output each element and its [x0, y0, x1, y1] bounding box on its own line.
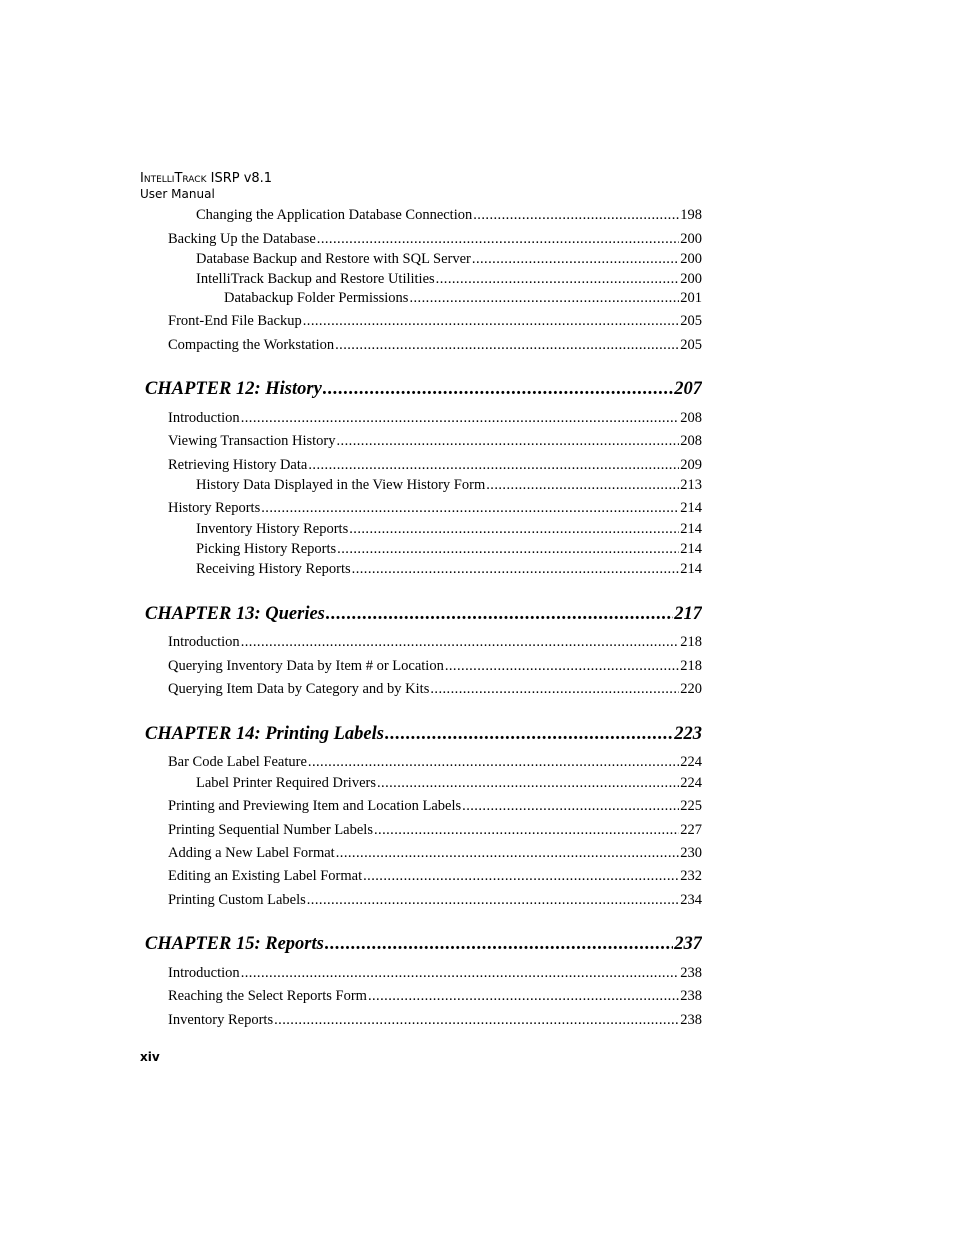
toc-page-number: 198 — [680, 207, 702, 223]
toc-entry[interactable] — [196, 774, 702, 792]
toc-entry-title: Inventory History Reports — [196, 521, 349, 537]
toc-entry-title: Backing Up the Database — [168, 231, 316, 247]
toc-page-number: 238 — [680, 1012, 702, 1028]
toc-entry-title: Label Printer Required Drivers — [196, 775, 376, 791]
toc-entry-title: Editing an Existing Label Format — [168, 868, 363, 884]
dot-leader — [335, 336, 679, 354]
toc-page-number: 214 — [680, 521, 702, 537]
toc-page-number: 224 — [680, 754, 702, 770]
toc-entry[interactable] — [168, 753, 702, 771]
dot-leader — [337, 432, 680, 450]
dot-leader — [409, 289, 679, 307]
toc-entry[interactable] — [168, 409, 702, 427]
dot-leader — [241, 409, 680, 427]
toc-entry-title: CHAPTER 13: Queries — [145, 604, 325, 624]
toc-page-number: 217 — [674, 604, 702, 624]
toc-entry[interactable] — [196, 540, 702, 558]
brand-small-caps-2: rack — [182, 171, 207, 186]
dot-leader — [445, 657, 679, 675]
toc-chapter-entry[interactable] — [145, 933, 702, 955]
toc-entry[interactable] — [196, 270, 702, 288]
toc-entry-title: CHAPTER 14: Printing Labels — [145, 724, 384, 744]
toc-entry[interactable] — [168, 657, 702, 675]
toc-entry[interactable] — [168, 230, 702, 248]
toc-page-number: 213 — [680, 477, 702, 493]
dot-leader — [349, 520, 679, 538]
dot-leader — [308, 456, 679, 474]
toc-entry[interactable] — [168, 821, 702, 839]
toc-page-number: 234 — [680, 892, 702, 908]
toc-entry-title: History Data Displayed in the View History Form — [196, 477, 486, 493]
toc-page-number: 209 — [680, 457, 702, 473]
toc-entry-title: Printing and Previewing Item and Location Labels — [168, 798, 462, 814]
dot-leader — [336, 844, 680, 862]
toc-entry-title: Database Backup and Restore with SQL Server — [196, 251, 471, 267]
toc-page-number: 214 — [680, 541, 702, 557]
toc-page-number: 200 — [680, 271, 702, 287]
toc-entry-title: Viewing Transaction History — [168, 433, 336, 449]
toc-entry-title: Printing Custom Labels — [168, 892, 306, 908]
dot-leader — [326, 603, 673, 625]
toc-entry-title: Querying Inventory Data by Item # or Location — [168, 658, 444, 674]
dot-leader — [308, 753, 679, 771]
toc-entry-title: Changing the Application Database Connection — [196, 207, 473, 223]
dot-leader — [363, 867, 679, 885]
dot-leader — [337, 540, 679, 558]
toc-entry[interactable] — [196, 520, 702, 538]
product-version: ISRP v8.1 — [206, 171, 273, 186]
dot-leader — [462, 797, 679, 815]
toc-page-number: 224 — [680, 775, 702, 791]
toc-page-number: 237 — [674, 934, 702, 954]
toc-entry-title: Reaching the Select Reports Form — [168, 988, 367, 1004]
toc-entry[interactable] — [168, 797, 702, 815]
toc-page-number: 208 — [680, 433, 702, 449]
toc-page-number: 220 — [680, 681, 702, 697]
toc-entry-title: Introduction — [168, 634, 240, 650]
toc-page-number: 214 — [680, 561, 702, 577]
toc-entry[interactable] — [168, 336, 702, 354]
toc-entry-title: Printing Sequential Number Labels — [168, 822, 373, 838]
dot-leader — [352, 560, 680, 578]
dot-leader — [377, 774, 679, 792]
toc-entry-title: Introduction — [168, 410, 240, 426]
toc-entry[interactable] — [168, 680, 702, 698]
toc-page-number: 205 — [680, 337, 702, 353]
toc-entry-title: Bar Code Label Feature — [168, 754, 307, 770]
toc-chapter-entry[interactable] — [145, 723, 702, 745]
document-title — [140, 170, 272, 187]
toc-page-number: 225 — [680, 798, 702, 814]
toc-entry-title: Adding a New Label Format — [168, 845, 335, 861]
toc-entry-title: Introduction — [168, 965, 240, 981]
toc-entry-title: Querying Item Data by Category and by Kits — [168, 681, 430, 697]
toc-page-number: 207 — [674, 379, 702, 399]
toc-entry[interactable] — [168, 1011, 702, 1029]
toc-entry[interactable] — [168, 312, 702, 330]
toc-page-number: 200 — [680, 251, 702, 267]
toc-entry-title: Receiving History Reports — [196, 561, 351, 577]
toc-entry[interactable] — [196, 206, 702, 224]
toc-page-number: 214 — [680, 500, 702, 516]
toc-entry[interactable] — [168, 633, 702, 651]
dot-leader — [241, 633, 680, 651]
running-header — [140, 170, 272, 202]
toc-page-number: 200 — [680, 231, 702, 247]
dot-leader — [317, 230, 679, 248]
toc-page-number: 227 — [680, 822, 702, 838]
page-number: xiv — [140, 1050, 160, 1064]
toc-entry[interactable] — [168, 891, 702, 909]
document-subtitle: User Manual — [140, 187, 215, 201]
toc-entry-title: History Reports — [168, 500, 261, 516]
toc-entry[interactable] — [168, 499, 702, 517]
toc-page-number: 230 — [680, 845, 702, 861]
toc-page-number: 218 — [680, 634, 702, 650]
toc-entry-title: Retrieving History Data — [168, 457, 308, 473]
toc-entry[interactable] — [196, 476, 702, 494]
toc-entry[interactable] — [168, 867, 702, 885]
dot-leader — [473, 206, 679, 224]
toc-entry-title: Picking History Reports — [196, 541, 337, 557]
toc-entry-title: Front-End File Backup — [168, 313, 302, 329]
toc-entry-title: IntelliTrack Backup and Restore Utilities — [196, 271, 435, 287]
toc-page-number: 208 — [680, 410, 702, 426]
dot-leader — [374, 821, 679, 839]
toc-chapter-entry[interactable] — [145, 378, 702, 400]
toc-page-number: 232 — [680, 868, 702, 884]
toc-page-number: 238 — [680, 988, 702, 1004]
toc-entry[interactable] — [168, 432, 702, 450]
brand-small-caps-1: ntelli — [143, 171, 175, 186]
dot-leader — [303, 312, 680, 330]
toc-entry-title: Compacting the Workstation — [168, 337, 335, 353]
dot-leader — [430, 680, 679, 698]
toc-entry[interactable] — [168, 987, 702, 1005]
dot-leader — [323, 378, 673, 400]
toc-page-number: 223 — [674, 724, 702, 744]
toc-entry-title: CHAPTER 12: History — [145, 379, 322, 399]
brand-initial-t: T — [174, 171, 183, 186]
dot-leader — [486, 476, 679, 494]
toc-entry-title: Inventory Reports — [168, 1012, 274, 1028]
toc-entry[interactable] — [168, 456, 702, 474]
toc-page-number: 205 — [680, 313, 702, 329]
toc-entry[interactable] — [168, 964, 702, 982]
dot-leader — [241, 964, 680, 982]
toc-entry-title: CHAPTER 15: Reports — [145, 934, 324, 954]
toc-chapter-entry[interactable] — [145, 603, 702, 625]
toc-page-number: 238 — [680, 965, 702, 981]
brand-initial-i: I — [140, 171, 144, 186]
dot-leader — [368, 987, 679, 1005]
dot-leader — [385, 723, 673, 745]
toc-page-number: 201 — [680, 290, 702, 306]
toc-entry[interactable] — [196, 560, 702, 578]
toc-entry[interactable] — [224, 289, 702, 307]
dot-leader — [325, 933, 673, 955]
dot-leader — [436, 270, 680, 288]
toc-entry[interactable] — [168, 844, 702, 862]
toc-page-number: 218 — [680, 658, 702, 674]
dot-leader — [307, 891, 680, 909]
dot-leader — [274, 1011, 679, 1029]
toc-entry[interactable] — [196, 250, 702, 268]
dot-leader — [261, 499, 679, 517]
dot-leader — [472, 250, 679, 268]
toc-entry-title: Databackup Folder Permissions — [224, 290, 409, 306]
